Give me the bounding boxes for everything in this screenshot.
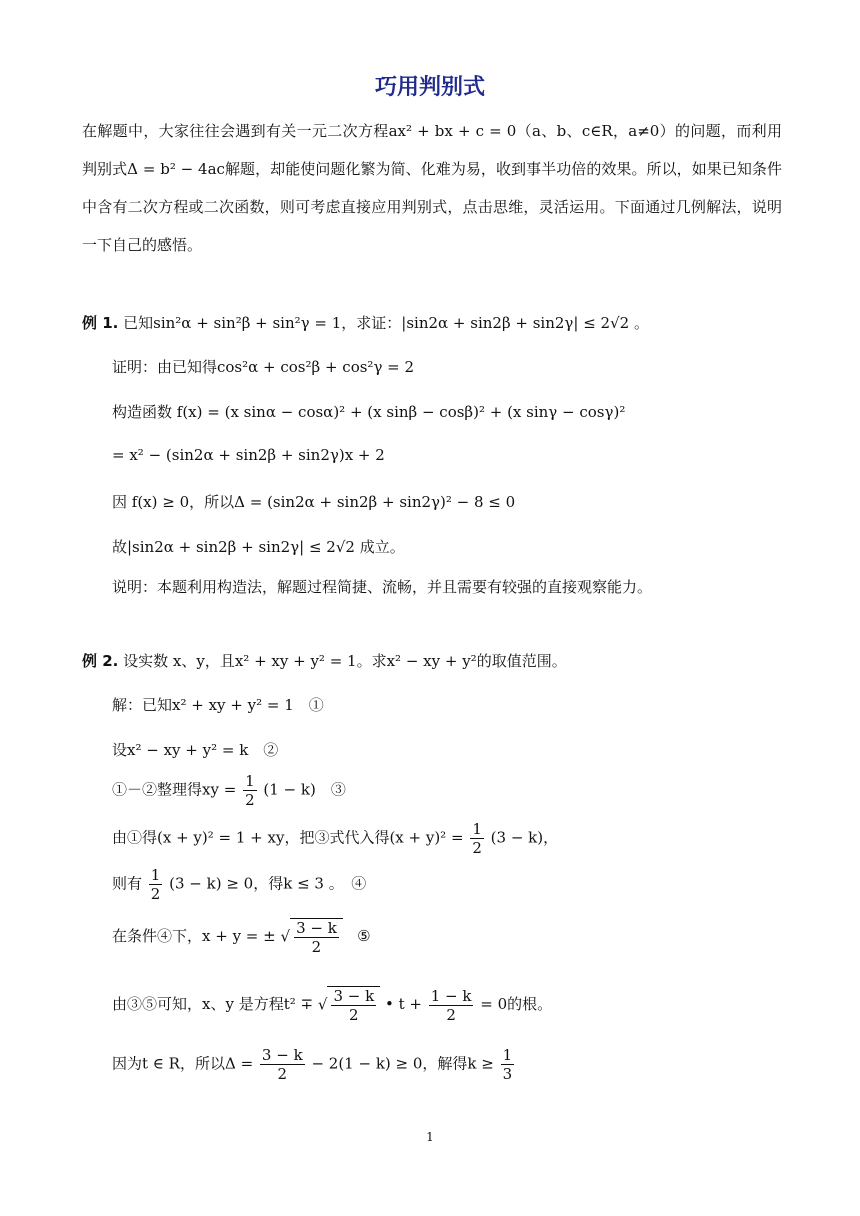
fraction-denominator: 2 [349, 1006, 359, 1024]
example-2-text: 设实数 x、y，且x² + xy + y² = 1。求x² − xy + y²的取值范围。 [123, 652, 567, 670]
fraction-numerator: 3 − k [261, 1046, 303, 1064]
ex2-line-3-rhs: (1 − k) ③ [263, 780, 346, 799]
ex2-line-2: 设x² − xy + y² = k ② [112, 741, 279, 759]
ex2-line-6 [112, 918, 371, 956]
intro-paragraph: 在解题中，大家往往会遇到有关一元二次方程ax² + bx + c = 0（a、b、c∈R，a≠0）的问题，而利用判别式Δ = b² − 4ac解题，却能使问题化繁为简、化难为易，收到事半功倍的效果。所以，如果已知条件中含有二次方程或二次函数，则可考虑直接应用判别式，点击思维，灵活运用。下面通过几例解法，说明一下自己的感悟。 [82, 122, 782, 254]
ex2-line-5-rhs: (3 − k) ≥ 0，得k ≤ 3 。 ④ [169, 874, 367, 893]
fraction-numerator: 1 [150, 866, 161, 884]
fraction-denominator: 2 [446, 1005, 456, 1024]
ex2-line-5 [112, 866, 366, 903]
fraction-denominator: 3 [502, 1065, 513, 1083]
ex2-line-6-lhs: 在条件④下，x + y = ± [112, 927, 276, 945]
fraction-one-third [501, 1046, 515, 1083]
ex1-proof-line-3: = x² − (sin2α + sin2β + sin2γ)x + 2 [112, 446, 385, 464]
ex1-proof-line-1: 证明：由已知得cos²α + cos²β + cos²γ = 2 [112, 358, 415, 376]
fraction-numerator: 1 [502, 1046, 513, 1064]
ex2-line-4 [112, 820, 558, 857]
ex2-line-8 [112, 1046, 516, 1083]
example-2-statement [82, 650, 567, 671]
page-title: 巧用判别式 [374, 75, 485, 100]
ex2-line-7-rhs: = 0的根。 [480, 995, 553, 1013]
fraction-one-half [149, 866, 163, 903]
fraction-numerator: 1 − k [430, 986, 472, 1005]
example-1-text: 已知sin²α + sin²β + sin²γ = 1，求证：|sin2α + sin2β + sin2γ| ≤ 2√2 。 [123, 314, 649, 332]
ex1-proof-line-5: 故|sin2α + sin2β + sin2γ| ≤ 2√2 成立。 [112, 538, 405, 556]
fraction-3-minus-k-over-2 [260, 1046, 305, 1083]
fraction-numerator: 3 − k [296, 919, 337, 937]
square-root: √ $\frac{3 - k}{2}$ [318, 986, 380, 1024]
page-number: 1 [426, 1130, 434, 1144]
ex2-line-6-marker: ⑤ [357, 927, 371, 945]
ex2-line-4-rhs: (3 − k)， [490, 828, 559, 847]
square-root: √ $\frac{3 - k}{2}$ [281, 918, 343, 956]
fraction-denominator: 2 [150, 885, 161, 903]
example-1-label: 例 1. [82, 314, 119, 332]
fraction-denominator: 2 [277, 1065, 288, 1083]
fraction-1-minus-k-over-2 [429, 987, 474, 1024]
fraction-one-half [243, 772, 257, 809]
fraction-numerator: 3 − k [333, 987, 375, 1005]
ex1-remark: 说明：本题利用构造法，解题过程简捷、流畅，并且需要有较强的直接观察能力。 [112, 578, 653, 596]
ex1-proof-line-2: 构造函数 f(x) = (x sinα − cosα)² + (x sinβ − cosβ)² + (x sinγ − cosγ)² [112, 403, 626, 421]
fraction-one-half [470, 820, 484, 857]
ex2-line-4-lhs: 由①得(x + y)² = 1 + xy，把③式代入得(x + y)² = [112, 828, 464, 847]
fraction-3-minus-k-over-2 [294, 919, 339, 956]
ex2-line-1: 解：已知x² + xy + y² = 1 ① [112, 696, 324, 714]
fraction-3-minus-k-over-2 [331, 987, 376, 1024]
ex2-line-7 [112, 986, 552, 1024]
ex2-line-3 [112, 772, 346, 809]
fraction-numerator: 1 [472, 820, 482, 838]
ex2-line-8-mid: − 2(1 − k) ≥ 0，解得k ≥ [311, 1054, 494, 1073]
example-2-label: 例 2. [82, 652, 119, 670]
fraction-numerator: 1 [245, 772, 255, 790]
fraction-denominator: 2 [311, 938, 322, 956]
ex2-line-5-lhs: 则有 [112, 874, 143, 893]
ex2-line-7-lhs: 由③⑤可知，x、y 是方程t² ∓ [112, 995, 314, 1013]
fraction-denominator: 2 [245, 791, 255, 809]
fraction-denominator: 2 [472, 839, 482, 857]
ex2-line-8-lhs: 因为t ∈ R，所以Δ = [112, 1054, 254, 1073]
ex1-proof-line-4: 因 f(x) ≥ 0，所以Δ = (sin2α + sin2β + sin2γ)² − 8 ≤ 0 [112, 493, 516, 511]
ex2-line-7-mid: • t + [384, 995, 422, 1013]
ex2-line-3-lhs: ①－②整理得xy = [112, 780, 237, 799]
example-1-statement [82, 312, 649, 333]
